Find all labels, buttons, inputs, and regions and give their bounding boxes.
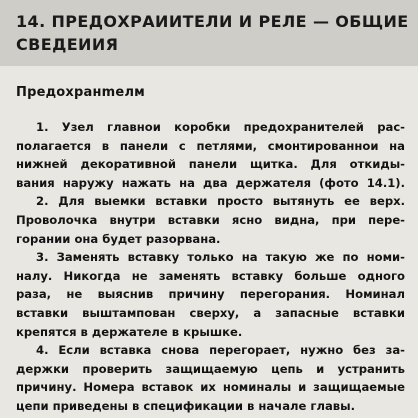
section-heading-line-2: СВЕДЕИИЯ <box>16 35 119 54</box>
paragraph-4-line-1: 4. Если вставка снова перегорает, нужно без за- <box>36 343 405 358</box>
paragraph-1-line-3: нижней декоративной панели щитка. Для откиды- <box>16 157 405 172</box>
paragraph-2-line-2: Проволочка внутри вставки ясно видна, при пере- <box>16 212 405 227</box>
paragraph-3-line-5: крепятся в держателе в крышке. <box>16 324 243 339</box>
paragraph-1-line-1: 1. Узел главнои коробки предохранителей рас- <box>36 120 405 134</box>
paragraph-4-line-4: цепи приведены в спецификации в начале главы. <box>16 398 356 413</box>
paragraph-1-line-4: вания наружу нажать на два держателя (фото 14.1). <box>16 175 405 190</box>
paragraph-3-line-3: раза, не выяснив причину перегорания. Номинал <box>16 287 405 302</box>
paragraph-4-line-3: причину. Номера вставок их номиналы и защищаемые <box>16 380 405 395</box>
paragraph-3-line-2: налу. Никогда не заменять вставку больше одного <box>16 268 405 283</box>
paragraph-2-line-1: 2. Для выемки вставки просто вытянуть ее верх. <box>36 194 405 209</box>
section-heading <box>0 0 418 66</box>
section-heading-line-1: 14. ПРЕДОХРАИИТЕЛИ И РЕЛЕ — ОБЩИЕ <box>16 12 409 31</box>
paragraph-3-line-1: 3. Заменять вставку только на такую же по номи- <box>36 250 405 265</box>
subsection-heading: Предохранmелм <box>16 85 145 100</box>
paragraph-1-line-2: полагается в панели с петлями, смонтированнои на <box>16 138 405 153</box>
paragraph-4-line-2: держки проверить защищаемую цепь и устранить <box>16 361 405 376</box>
paragraph-2-line-3: горании она будет разорвана. <box>16 231 221 246</box>
body-text <box>16 118 405 416</box>
paragraph-3-line-4: вставки выштампован сверху, а запасные вставки <box>16 305 405 320</box>
